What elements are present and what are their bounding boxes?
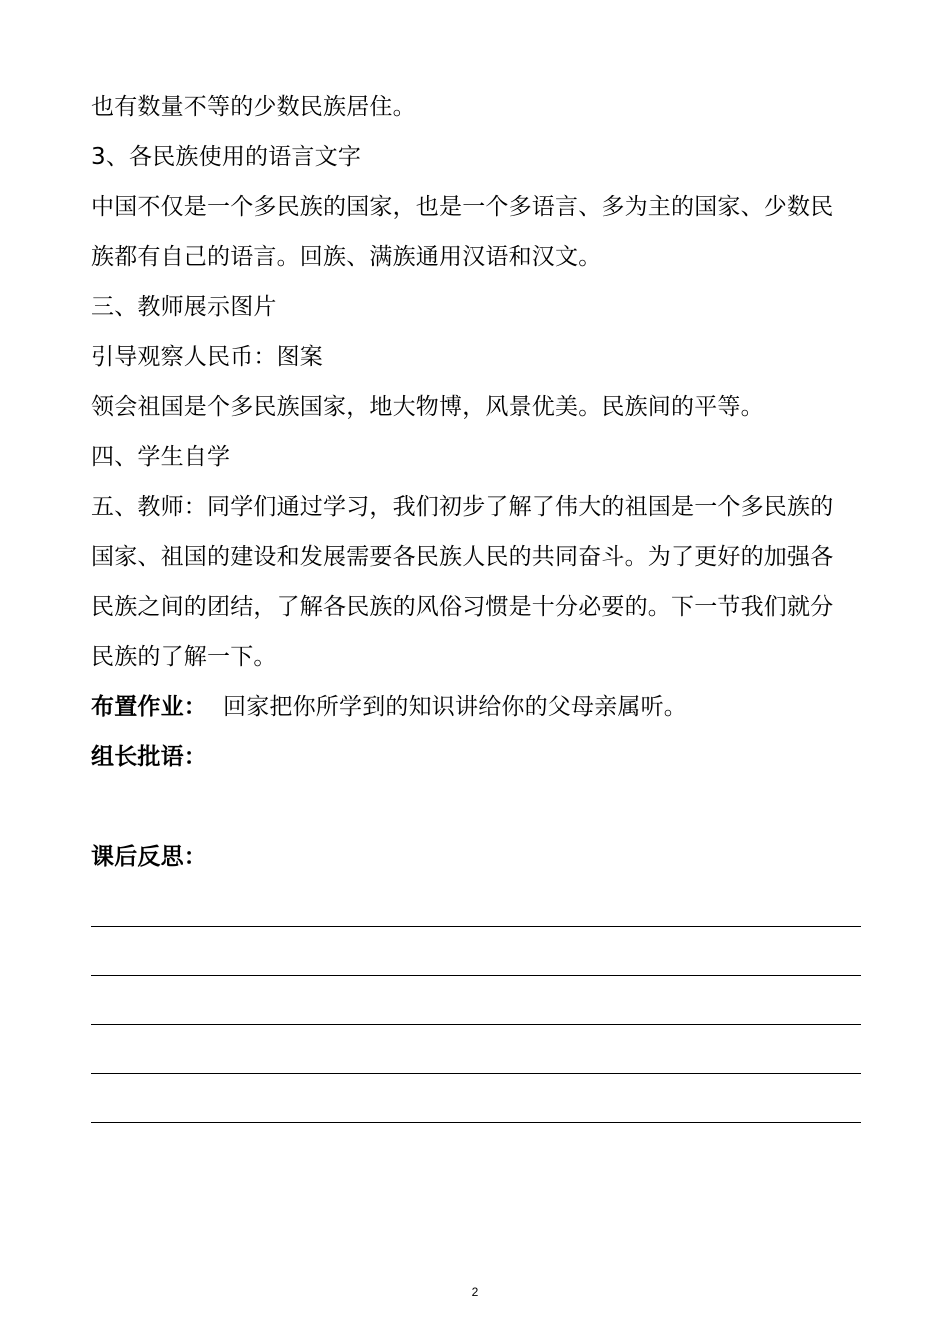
text-line: 也有数量不等的少数民族居住。 — [91, 94, 416, 120]
reflection-label: 课后反思： — [91, 844, 207, 870]
text-line: 五、教师：同学们通过学习，我们初步了解了伟大的祖国是一个多民族的 — [91, 494, 834, 520]
document-body — [91, 82, 861, 882]
writing-line — [91, 975, 861, 976]
homework-label: 布置作业： — [91, 694, 207, 720]
leader-comment-space — [91, 782, 861, 832]
text-line: 族都有自己的语言。回族、满族通用汉语和汉文。 — [91, 244, 602, 270]
text-line: 国家、祖国的建设和发展需要各民族人民的共同奋斗。为了更好的加强各 — [91, 544, 834, 570]
reflection-writing-lines — [91, 926, 861, 1171]
section-heading: 三、教师展示图片 — [91, 294, 277, 320]
writing-line — [91, 1122, 861, 1123]
writing-line — [91, 1073, 861, 1074]
section-heading: 3、各民族使用的语言文字 — [91, 144, 362, 170]
text-line: 引导观察人民币：图案 — [91, 344, 323, 370]
writing-line — [91, 1024, 861, 1025]
text-line: 民族的了解一下。 — [91, 644, 277, 670]
writing-line — [91, 926, 861, 927]
leader-comment-label: 组长批语： — [91, 744, 207, 770]
homework-text: 回家把你所学到的知识讲给你的父母亲属听。 — [223, 694, 687, 720]
text-line: 民族之间的团结，了解各民族的风俗习惯是十分必要的。下一节我们就分 — [91, 594, 834, 620]
text-line: 领会祖国是个多民族国家，地大物博，风景优美。民族间的平等。 — [91, 394, 764, 420]
text-line: 中国不仅是一个多民族的国家，也是一个多语言、多为主的国家、少数民 — [91, 194, 834, 220]
section-heading: 四、学生自学 — [91, 444, 231, 470]
page-number: 2 — [471, 1285, 479, 1299]
homework-row — [91, 682, 861, 732]
